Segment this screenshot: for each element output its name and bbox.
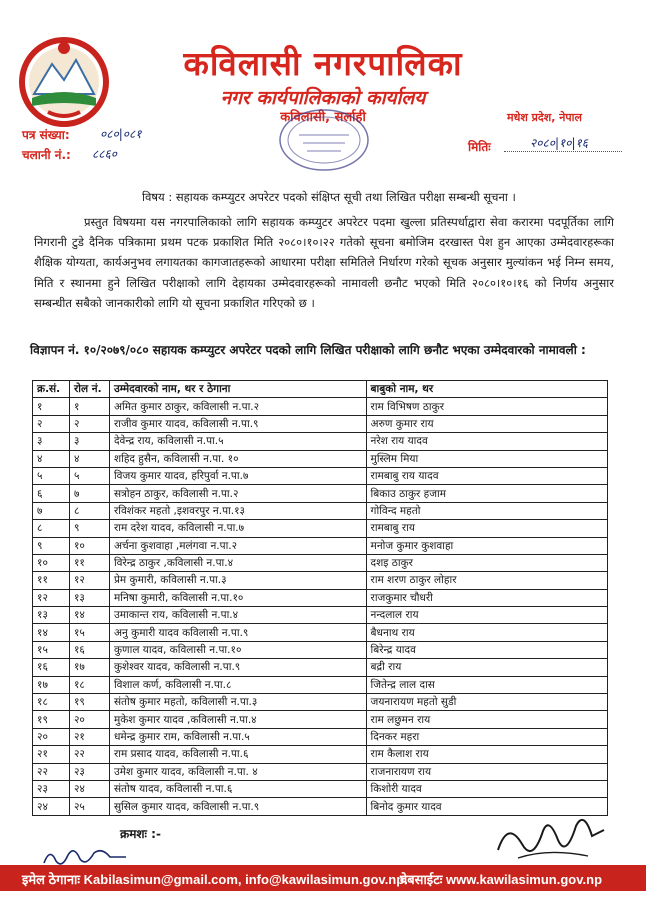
cell-serial: ६ (33, 485, 70, 502)
cell-serial: १९ (33, 711, 70, 728)
notice-subject: विषय : सहायक कम्प्युटर अपरेटर पदको संक्षिप्त सूची तथा लिखित परीक्षा सम्बन्धी सूचना । (142, 190, 516, 204)
table-row (33, 641, 608, 658)
cell-serial: २० (33, 728, 70, 745)
table-row (33, 694, 608, 711)
cell-candidate: शहिद हुसैन, कविलासी न.पा. १० (109, 450, 366, 467)
dispatch-number-value: ८८६० (92, 147, 117, 161)
table-row (33, 659, 608, 676)
table-row (33, 572, 608, 589)
table-row (33, 624, 608, 641)
cell-serial: २२ (33, 763, 70, 780)
cell-roll: २० (69, 711, 109, 728)
table-row (33, 485, 608, 502)
cell-candidate: विरेन्द्र ठाकुर ,कविलासी न.पा.४ (109, 554, 366, 571)
cell-father: बैधनाथ राय (366, 624, 607, 641)
cell-serial: ८ (33, 520, 70, 537)
candidate-table (32, 380, 608, 816)
table-row (33, 676, 608, 693)
cell-roll: ९ (69, 520, 109, 537)
cell-father: बिकाउ ठाकुर हजाम (366, 485, 607, 502)
cell-candidate: कुणाल यादव, कविलासी न.पा.१० (109, 641, 366, 658)
date-label: मितिः (468, 140, 491, 154)
cell-candidate: विजय कुमार यादव, हरिपुर्वा न.पा.७ (109, 467, 366, 484)
header-candidate: उम्मेदवारको नाम, थर र ठेगाना (109, 381, 366, 398)
cell-roll: २४ (69, 780, 109, 797)
table-row (33, 450, 608, 467)
cell-candidate: राजीव कुमार यादव, कविलासी न.पा.९ (109, 415, 366, 432)
cell-father: किशोरी यादव (366, 780, 607, 797)
cell-father: राम लछुमन राय (366, 711, 607, 728)
cell-serial: २४ (33, 798, 70, 815)
letter-number-value: ०८०|०८१ (100, 127, 142, 141)
footer-email[interactable]: इमेल ठेगानाः Kabilasimun@gmail.com, info@kawilasimun.gov.np. (22, 872, 408, 887)
cell-roll: २ (69, 415, 109, 432)
cell-roll: १७ (69, 659, 109, 676)
cell-serial: ४ (33, 450, 70, 467)
table-row (33, 433, 608, 450)
cell-candidate: अर्चना कुशवाहा ,मलंगवा न.पा.२ (109, 537, 366, 554)
table-row (33, 467, 608, 484)
table-row (33, 502, 608, 519)
date-underline (504, 151, 622, 152)
cell-serial: १७ (33, 676, 70, 693)
table-row (33, 607, 608, 624)
cell-candidate: देवेन्द्र राय, कविलासी न.पा.५ (109, 433, 366, 450)
cell-roll: ४ (69, 450, 109, 467)
table-row (33, 398, 608, 415)
cell-candidate: विशाल कर्ण, कविलासी न.पा.८ (109, 676, 366, 693)
cell-serial: ७ (33, 502, 70, 519)
cell-father: जितेन्द्र लाल दास (366, 676, 607, 693)
cell-father: बिरेन्द्र यादव (366, 641, 607, 658)
table-row (33, 780, 608, 797)
table-row (33, 711, 608, 728)
cell-serial: १३ (33, 607, 70, 624)
table-row (33, 763, 608, 780)
cell-father: राम शरण ठाकुर लोहार (366, 572, 607, 589)
cell-roll: २५ (69, 798, 109, 815)
cell-roll: १ (69, 398, 109, 415)
cell-serial: २१ (33, 746, 70, 763)
cell-serial: १४ (33, 624, 70, 641)
cell-father: मुस्लिम मिया (366, 450, 607, 467)
footer-bar (0, 865, 646, 891)
cell-serial: १८ (33, 694, 70, 711)
cell-father: अरुण कुमार राय (366, 415, 607, 432)
cell-roll: १५ (69, 624, 109, 641)
cell-father: नरेश राय यादव (366, 433, 607, 450)
dispatch-number-label: चलानी नं.: (22, 148, 71, 162)
cell-father: राम कैलाश राय (366, 746, 607, 763)
cell-candidate: कुशेश्वर यादव, कविलासी न.पा.९ (109, 659, 366, 676)
cell-candidate: अमित कुमार ठाकुर, कविलासी न.पा.२ (109, 398, 366, 415)
province-address: मधेश प्रदेश, नेपाल (507, 111, 582, 124)
cell-serial: ११ (33, 572, 70, 589)
cell-roll: २३ (69, 763, 109, 780)
cell-father: नन्दलाल राय (366, 607, 607, 624)
cell-serial: १६ (33, 659, 70, 676)
cell-candidate: संतोष कुमार महतो, कविलासी न.पा.३ (109, 694, 366, 711)
cell-father: गोविन्द महतो (366, 502, 607, 519)
cell-candidate: सत्रोहन ठाकुर, कविलासी न.पा.२ (109, 485, 366, 502)
cell-roll: २१ (69, 728, 109, 745)
cell-father: जयनारायण महतो सुडी (366, 694, 607, 711)
officer-signature (488, 800, 608, 870)
cell-candidate: राम दरेश यादव, कविलासी न.पा.७ (109, 520, 366, 537)
cell-roll: ८ (69, 502, 109, 519)
cell-candidate: संतोष यादव, कविलासी न.पा.६ (109, 780, 366, 797)
cell-father: रामबाबु राय यादव (366, 467, 607, 484)
table-body (33, 398, 608, 815)
municipality-title: कविलासी नगरपालिका (183, 44, 463, 83)
cell-serial: १ (33, 398, 70, 415)
cell-serial: २३ (33, 780, 70, 797)
table-row (33, 415, 608, 432)
cell-roll: ३ (69, 433, 109, 450)
cell-father: राजकुमार चौधरी (366, 589, 607, 606)
cell-father: बिनोद कुमार यादव (366, 798, 607, 815)
cell-roll: १२ (69, 572, 109, 589)
office-location: कविलासी, सर्लाही (280, 110, 366, 125)
header-roll: रोल नं. (69, 381, 109, 398)
office-subtitle: नगर कार्यपालिकाको कार्यालय (220, 87, 426, 109)
table-row (33, 554, 608, 571)
cell-roll: १३ (69, 589, 109, 606)
cell-serial: १२ (33, 589, 70, 606)
cell-father: दशइ ठाकुर (366, 554, 607, 571)
cell-father: मनोज कुमार कुशवाहा (366, 537, 607, 554)
date-value: २०८०|१०|१६ (530, 136, 589, 150)
cell-roll: १९ (69, 694, 109, 711)
cell-father: राम विभिषण ठाकुर (366, 398, 607, 415)
cell-father: रामबाबु राय (366, 520, 607, 537)
cell-father: दिनकर महरा (366, 728, 607, 745)
notice-body: प्रस्तुत विषयमा यस नगरपालिकाको लागि सहायक कम्प्युटर अपरेटर पदमा खुल्ला प्रतिस्पर्धाद्वारा सेवा करारमा पदपूर्तिका लागि निगरानी टुडे दैनिक पत्रिकामा प्रथम पटक प्रकाशित मिति २०८०।१०।२२ गतेको सूचना बमोजिम दरखास्त पेश हुन आएका उम्मेदवारहरूका शैक्षिक योग्यता, कार्यअनुभव लगायतका कागजातहरूको आधारमा परीक्षा समितिले निर्धारण गरेको सूचक अनुसार मुल्यांकन भई निम्न समय, मिति र स्थानमा हुने लिखित परीक्षाको लागि देहायका उम्मेदवारहरूको नामावली छनौट भएको मिति २०८०।१०।१६ को निर्णय अनुसार सम्बन्धीत सबैको जानकारीको लागि यो सूचना प्रकाशित गरिएको छ । (34, 215, 614, 310)
cell-serial: १० (33, 554, 70, 571)
continued-mark: क्रमशः :- (120, 827, 161, 841)
cell-roll: १४ (69, 607, 109, 624)
cell-father: राजनारायण राय (366, 763, 607, 780)
cell-candidate: अनु कुमारी यादव कविलासी न.पा.९ (109, 624, 366, 641)
cell-candidate: राम प्रसाद यादव, कविलासी न.पा.६ (109, 746, 366, 763)
table-row (33, 589, 608, 606)
cell-serial: १५ (33, 641, 70, 658)
cell-father: बद्री राय (366, 659, 607, 676)
cell-candidate: मुकेश कुमार यादव ,कविलासी न.पा.४ (109, 711, 366, 728)
cell-candidate: उमेश कुमार यादव, कविलासी न.पा. ४ (109, 763, 366, 780)
cell-candidate: प्रेम कुमारी, कविलासी न.पा.३ (109, 572, 366, 589)
cell-serial: २ (33, 415, 70, 432)
cell-candidate: धमेन्द्र कुमार राम, कविलासी न.पा.५ (109, 728, 366, 745)
letter-number-label: पत्र संख्या: (22, 128, 70, 142)
cell-roll: ११ (69, 554, 109, 571)
header-serial: क्र.सं. (33, 381, 70, 398)
cell-roll: २२ (69, 746, 109, 763)
cell-candidate: उमाकान्त राय, कविलासी न.पा.४ (109, 607, 366, 624)
footer-website[interactable]: वेबसाईटः www.kawilasimun.gov.np (400, 872, 603, 887)
cell-roll: १६ (69, 641, 109, 658)
cell-candidate: रविशंकर महतो ,इशवरपुर न.पा.१३ (109, 502, 366, 519)
cell-roll: १० (69, 537, 109, 554)
table-row (33, 746, 608, 763)
cell-serial: ३ (33, 433, 70, 450)
cell-serial: ५ (33, 467, 70, 484)
table-header-row (33, 381, 608, 398)
cell-candidate: सुसिल कुमार यादव, कविलासी न.पा.९ (109, 798, 366, 815)
office-seal-stamp (275, 105, 373, 175)
table-row (33, 728, 608, 745)
cell-serial: ९ (33, 537, 70, 554)
cell-roll: १८ (69, 676, 109, 693)
table-row (33, 520, 608, 537)
table-row (33, 537, 608, 554)
cell-roll: ७ (69, 485, 109, 502)
cell-roll: ५ (69, 467, 109, 484)
table-heading: विज्ञापन नं. १०/२०७९/०८० सहायक कम्प्युटर अपरेटर पदको लागि लिखित परीक्षाको लागि छनौट भएका उम्मेदवारको नामावली : (30, 343, 586, 357)
cell-candidate: मनिषा कुमारी, कविलासी न.पा.१० (109, 589, 366, 606)
header-father: बाबुको नाम, थर (366, 381, 607, 398)
